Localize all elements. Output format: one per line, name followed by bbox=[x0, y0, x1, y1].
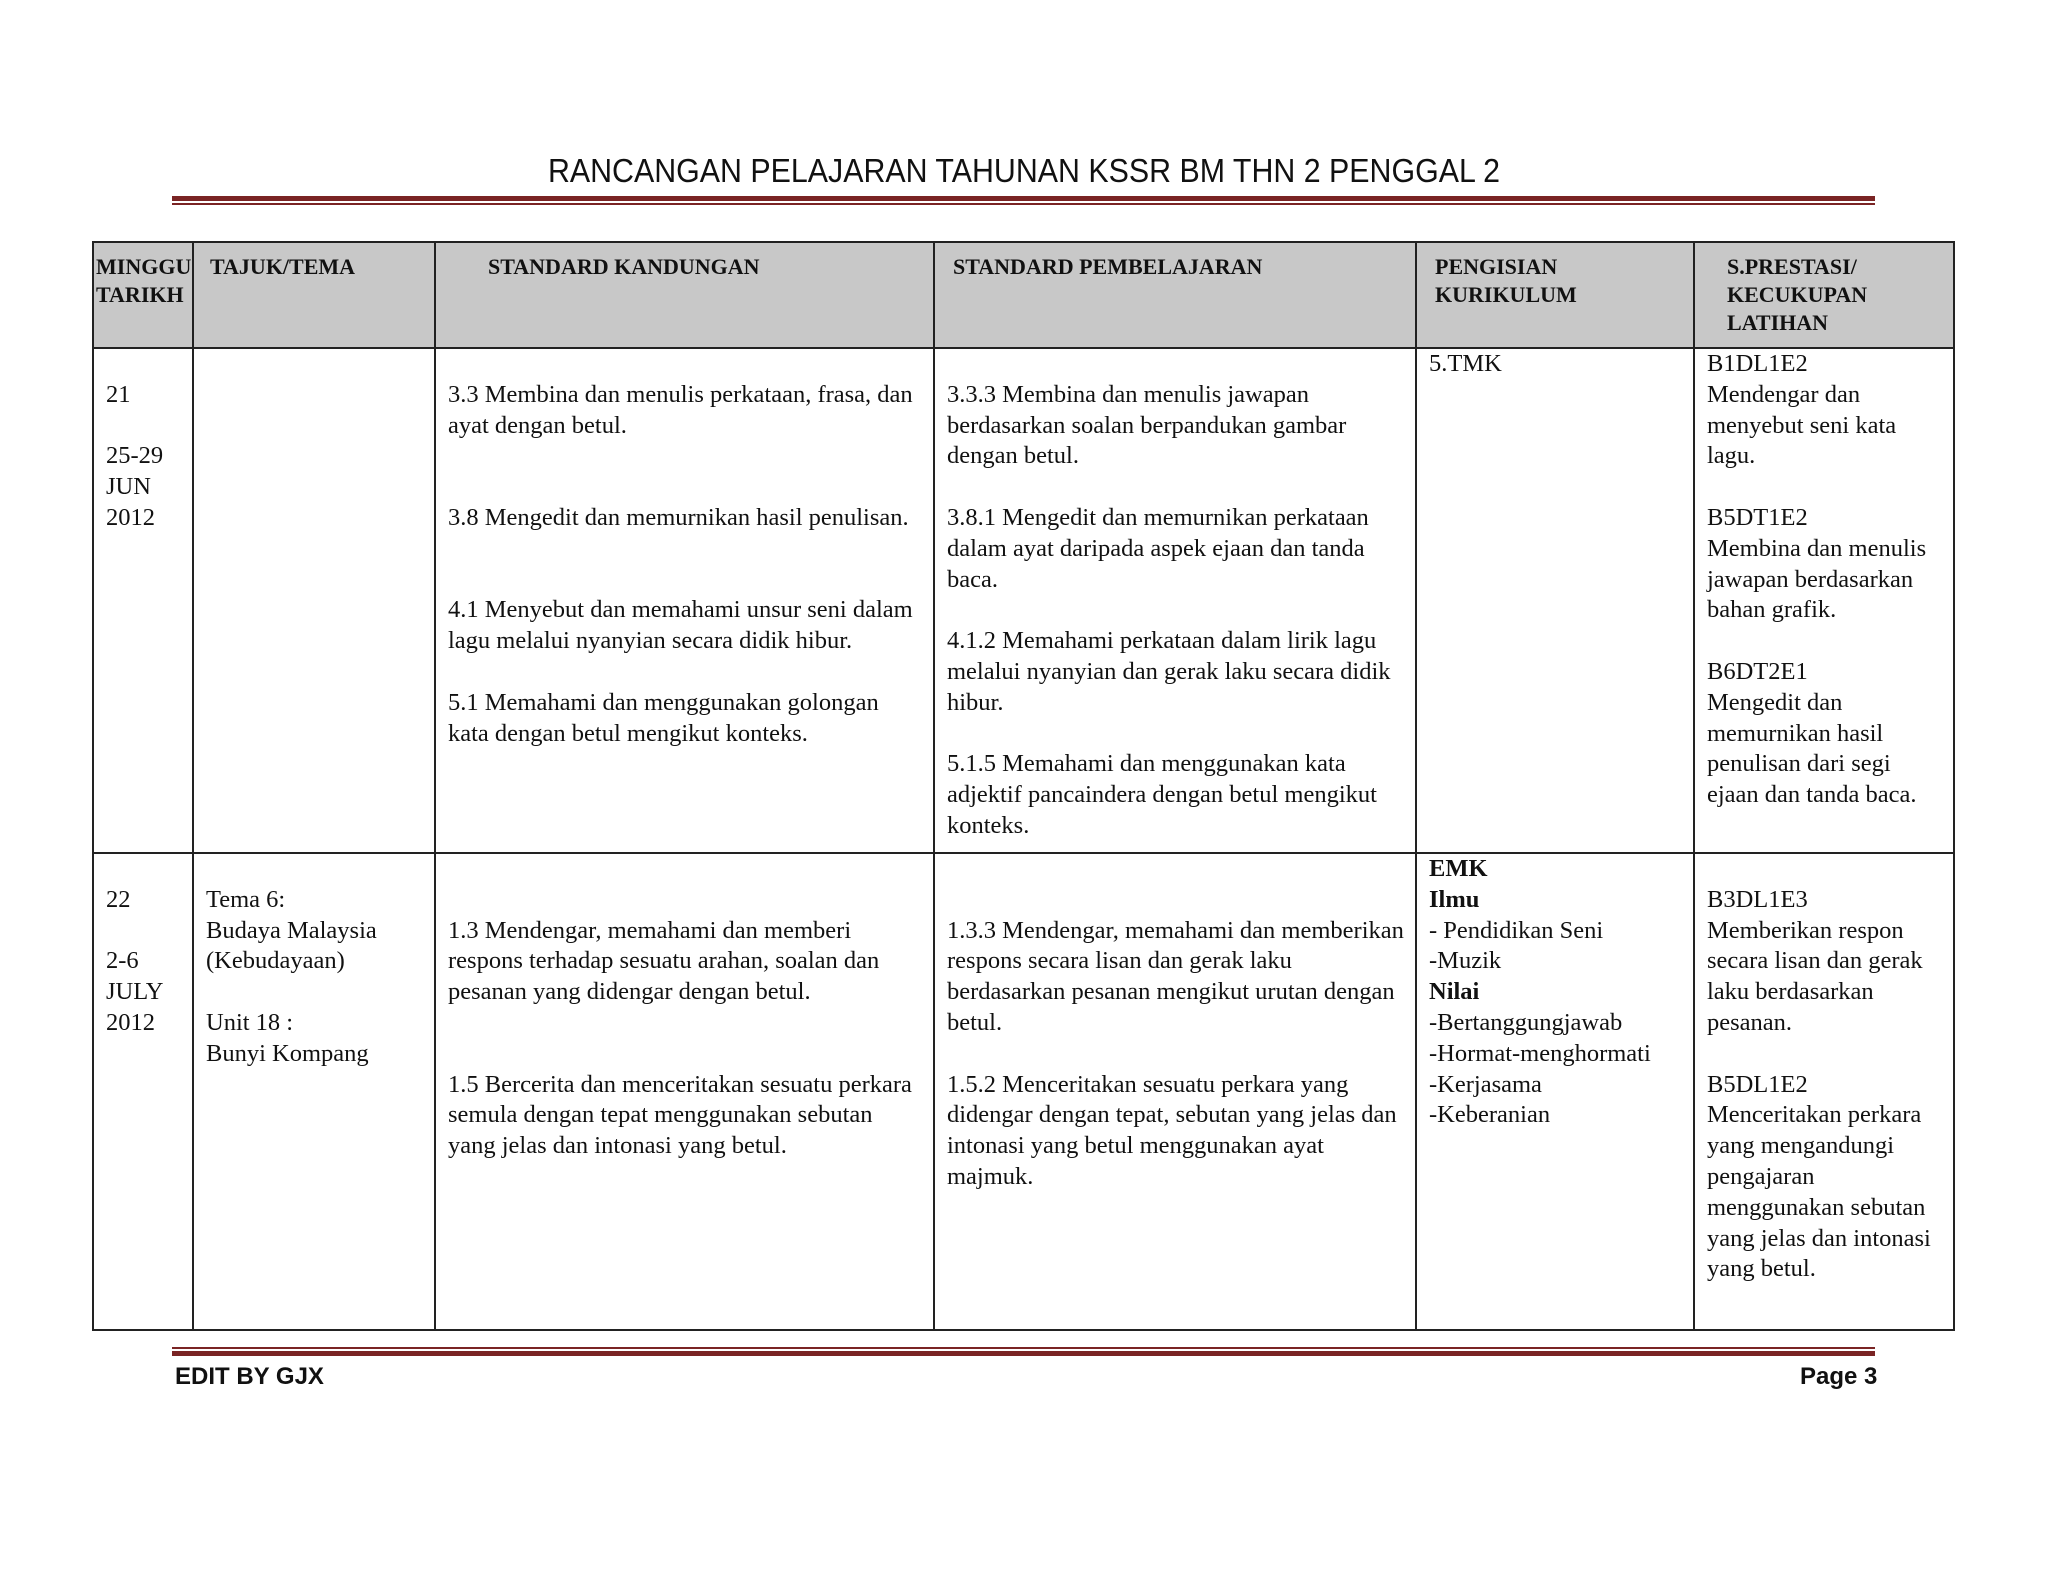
footer-rule bbox=[172, 1351, 1875, 1356]
header-rule bbox=[172, 196, 1875, 201]
lesson-plan-table bbox=[92, 241, 1955, 1331]
header-tajuk: TAJUK/TEMA bbox=[193, 242, 435, 348]
cell-minggu: 21 25-29 JUN 2012 bbox=[93, 348, 193, 853]
header-pengisian-kurikulum: PENGISIAN KURIKULUM bbox=[1416, 242, 1694, 348]
header-prestasi: S.PRESTASI/ KECUKUPAN LATIHAN bbox=[1694, 242, 1954, 348]
cell-prestasi: B3DL1E3 Memberikan respon secara lisan dan gerak laku berdasarkan pesanan. B5DL1E2 Menceritakan perkara yang mengandungi pengajaran menggunakan sebutan yang jelas dan intonasi yang betul. bbox=[1694, 853, 1954, 1330]
header-rule-thin bbox=[172, 203, 1875, 205]
cell-minggu: 22 2-6 JULY 2012 bbox=[93, 853, 193, 1330]
footer-rule-thin bbox=[172, 1347, 1875, 1349]
cell-prestasi: B1DL1E2 Mendengar dan menyebut seni kata lagu. B5DT1E2 Membina dan menulis jawapan berdasarkan bahan grafik. B6DT2E1 Mengedit dan memurnikan hasil penulisan dari segi ejaan dan tanda baca. bbox=[1694, 348, 1954, 853]
cell-pengisian-kurikulum: EMK Ilmu - Pendidikan Seni -Muzik Nilai -Bertanggungjawab -Hormat-menghormati -Kerjasama -Keberanian bbox=[1416, 853, 1694, 1330]
cell-pengisian-kurikulum: 5.TMK bbox=[1416, 348, 1694, 853]
cell-standard-pembelajaran: 3.3.3 Membina dan menulis jawapan berdasarkan soalan berpandukan gambar dengan betul. 3.8.1 Mengedit dan memurnikan perkataan dalam ayat daripada aspek ejaan dan tanda baca. 4.1.2 Memahami perkataan dalam lirik lagu melalui nyanyian dan gerak laku secara didik hibur. 5.1.5 Memahami dan menggunakan kata adjektif pancaindera dengan betul mengikut konteks. bbox=[934, 348, 1416, 853]
cell-standard-kandungan: 3.3 Membina dan menulis perkataan, frasa, dan ayat dengan betul. 3.8 Mengedit dan memurnikan hasil penulisan. 4.1 Menyebut dan memahami unsur seni dalam lagu melalui nyanyian secara didik hibur. 5.1 Memahami dan menggunakan golongan kata dengan betul mengikut konteks. bbox=[435, 348, 934, 853]
page-number: Page 3 bbox=[1800, 1363, 1878, 1390]
cell-standard-pembelajaran: 1.3.3 Mendengar, memahami dan memberikan respons secara lisan dan gerak laku berdasarkan pesanan mengikut urutan dengan betul. 1.5.2 Menceritakan sesuatu perkara yang didengar dengan tepat, sebutan yang jelas dan intonasi yang betul menggunakan ayat majmuk. bbox=[934, 853, 1416, 1330]
header-minggu: MINGGU TARIKH bbox=[93, 242, 193, 348]
cell-tajuk bbox=[193, 348, 435, 853]
table-header-row bbox=[93, 242, 1954, 348]
table-row bbox=[93, 853, 1954, 1330]
footer-editor: EDIT BY GJX bbox=[175, 1363, 324, 1390]
header-standard-kandungan: STANDARD KANDUNGAN bbox=[435, 242, 934, 348]
page-title: RANCANGAN PELAJARAN TAHUNAN KSSR BM THN 2 PENGGAL 2 bbox=[547, 152, 1501, 189]
cell-tajuk: Tema 6: Budaya Malaysia (Kebudayaan) Unit 18 : Bunyi Kompang bbox=[193, 853, 435, 1330]
cell-standard-kandungan: 1.3 Mendengar, memahami dan memberi respons terhadap sesuatu arahan, soalan dan pesanan yang didengar dengan betul. 1.5 Bercerita dan menceritakan sesuatu perkara semula dengan tepat menggunakan sebutan yang jelas dan intonasi yang betul. bbox=[435, 853, 934, 1330]
header-standard-pembelajaran: STANDARD PEMBELAJARAN bbox=[934, 242, 1416, 348]
table-row bbox=[93, 348, 1954, 853]
